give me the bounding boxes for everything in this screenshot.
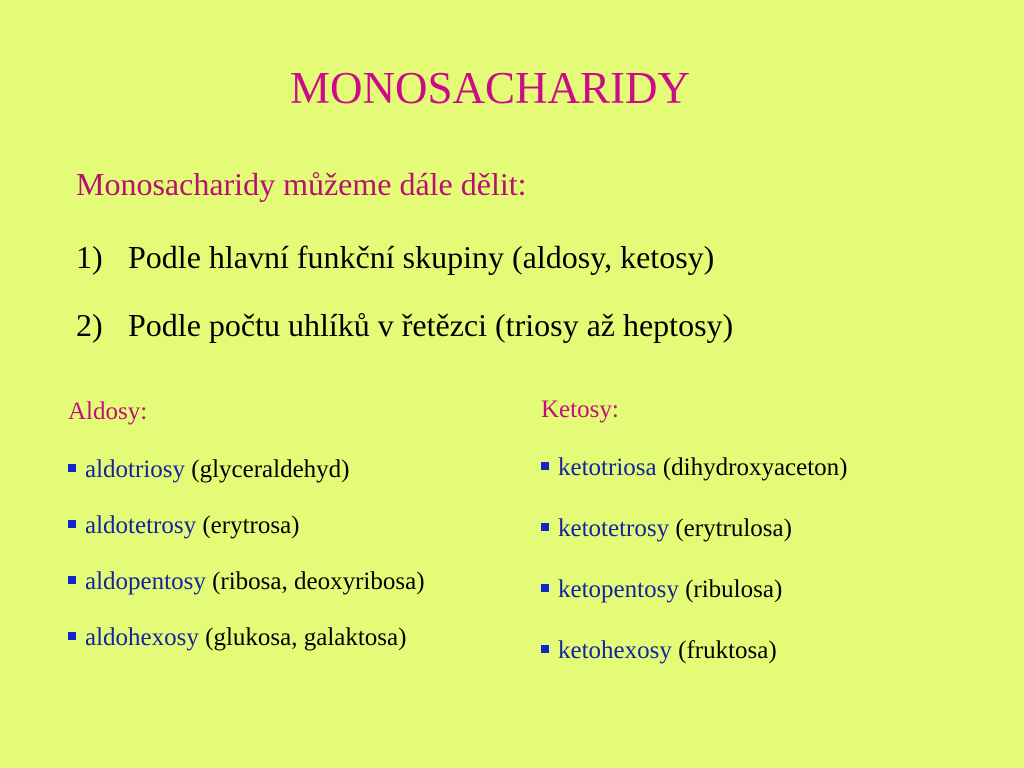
example: (dihydroxyaceton) [662, 454, 848, 481]
term: aldotetrosy [85, 512, 197, 539]
example: (ribulosa) [685, 576, 783, 603]
square-bullet-icon [541, 645, 549, 653]
term: ketotetrosy [558, 515, 670, 542]
square-bullet-icon [541, 462, 549, 470]
square-bullet-icon [541, 584, 549, 592]
list-item [541, 573, 1011, 607]
example: (fruktosa) [678, 637, 777, 664]
list-item [541, 634, 1011, 668]
square-bullet-icon [68, 464, 76, 472]
criterion-number: 2) [76, 307, 103, 343]
term: ketopentosy [558, 576, 679, 603]
term: aldotriosy [85, 456, 185, 483]
example: (ribosa, deoxyribosa) [212, 568, 425, 595]
intro-text: Monosacharidy můžeme dále dělit: [76, 166, 527, 202]
criterion-text: Podle hlavní funkční skupiny (aldosy, ketosy) [128, 239, 715, 275]
term: aldopentosy [85, 568, 206, 595]
criterion-2 [76, 304, 733, 346]
aldoses-heading: Aldosy: [68, 398, 148, 425]
ketoses-heading: Ketosy: [541, 396, 619, 423]
list-item [68, 621, 468, 655]
list-item [68, 453, 468, 487]
example: (erytrulosa) [675, 515, 792, 542]
square-bullet-icon [541, 523, 549, 531]
term: aldohexosy [85, 624, 199, 651]
criterion-1 [76, 236, 714, 278]
example: (glukosa, galaktosa) [205, 624, 407, 651]
list-item [68, 509, 468, 543]
square-bullet-icon [68, 520, 76, 528]
list-item [68, 565, 468, 599]
term: ketohexosy [558, 637, 672, 664]
example: (erytrosa) [202, 512, 300, 539]
list-item [541, 512, 1011, 546]
criterion-number: 1) [76, 239, 103, 275]
aldoses-column [68, 395, 468, 677]
square-bullet-icon [68, 576, 76, 584]
term: ketotriosa [558, 454, 657, 481]
slide-title: MONOSACHARIDY [289, 63, 691, 113]
list-item [541, 451, 1011, 485]
square-bullet-icon [68, 632, 76, 640]
example: (glyceraldehyd) [191, 456, 350, 483]
criterion-text: Podle počtu uhlíků v řetězci (triosy až heptosy) [128, 307, 734, 343]
ketoses-column [541, 395, 1011, 695]
